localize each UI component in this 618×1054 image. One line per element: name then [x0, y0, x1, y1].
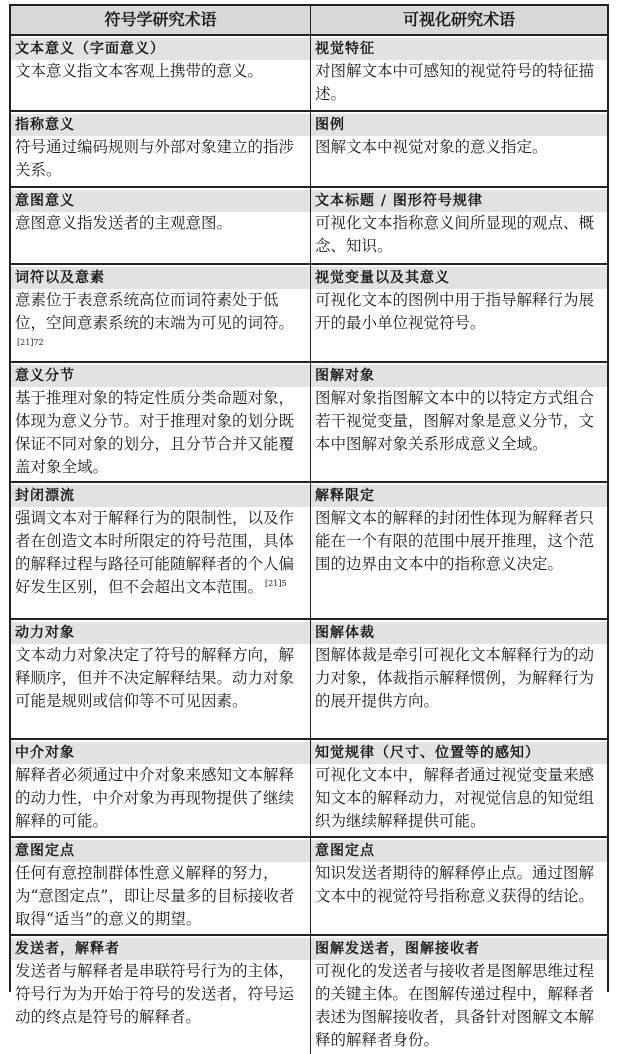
semiotics-definition-text: 意素位于表意系统高位而词符素处于低位，空间意素系统的末端为可见的词符。 — [15, 291, 295, 332]
visualization-definition: 可视化的发送者与接收者是图解思维过程的关键主体。在图解传递过程中，解释者表述为图解接收者，具备针对图解文本解释的解释者身份。 — [315, 962, 595, 1049]
table-row — [11, 188, 607, 265]
visualization-cell — [311, 188, 607, 263]
semiotics-cell — [11, 838, 311, 934]
visualization-definition: 图解体裁是牵引可视化文本解释行为的动力对象，体裁指示解释惯例，为解释行为的展开提供方向。 — [315, 646, 595, 710]
table-row — [11, 363, 607, 483]
semiotics-term: 中介对象 — [11, 742, 310, 764]
visualization-cell — [311, 363, 607, 481]
visualization-definition: 可视化文本的图例中用于指导解释行为展开的最小单位视觉符号。 — [315, 291, 595, 332]
table-row — [11, 740, 607, 838]
table-row — [11, 265, 607, 363]
visualization-cell — [311, 265, 607, 361]
table-row — [11, 936, 607, 1054]
header-semiotics: 符号学研究术语 — [11, 5, 311, 35]
citation-ref: [21]5 — [265, 579, 287, 588]
semiotics-definition: 基于推理对象的特定性质分类命题对象，体现为意义分节。对于推理对象的划分既保证不同对象的划分，且分节合并又能覆盖对象全域。 — [15, 389, 295, 476]
semiotics-definition-text: 强调文本对于解释行为的限制性，以及作者在创造文本时所限定的符号范围，具体的解释过程与路径可能随解释者的个人偏好发生区别，但不会超出文本范围。 — [15, 509, 295, 596]
semiotics-definition: 符号通过编码规则与外部对象建立的指涉关系。 — [15, 138, 295, 179]
semiotics-cell — [11, 36, 311, 110]
semiotics-term: 动力对象 — [11, 622, 310, 644]
visualization-term: 图解体裁 — [311, 622, 607, 644]
semiotics-cell — [11, 363, 311, 481]
semiotics-definition: 任何有意控制群体性意义解释的努力，为“意图定点”，即让尽量多的目标接收者取得“适当”的意义的期望。 — [15, 864, 295, 928]
visualization-definition: 对图解文本中可感知的视觉符号的特征描述。 — [315, 62, 595, 103]
visualization-cell — [311, 838, 607, 934]
semiotics-cell — [11, 265, 311, 361]
visualization-term: 视觉变量以及其意义 — [311, 267, 607, 289]
semiotics-term: 词符以及意素 — [11, 267, 310, 289]
visualization-definition: 图解文本的解释的封闭性体现为解释者只能在一个有限的范围中展开推理，这个范围的边界由文本中的指称意义决定。 — [315, 509, 595, 573]
semiotics-definition: 发送者与解释者是串联符号行为的主体，符号行为为开始于符号的发送者，符号运动的终点是符号的解释者。 — [15, 962, 295, 1026]
semiotics-cell — [11, 620, 311, 738]
visualization-term: 图解发送者，图解接收者 — [311, 938, 607, 960]
visualization-term: 图解对象 — [311, 365, 607, 387]
header-visualization: 可视化研究术语 — [402, 10, 515, 29]
visualization-term: 图例 — [311, 114, 607, 136]
comparison-table — [9, 4, 609, 1049]
visualization-cell — [311, 936, 607, 1054]
semiotics-term: 意图定点 — [11, 840, 310, 862]
semiotics-cell — [11, 740, 311, 836]
semiotics-cell — [11, 483, 311, 618]
citation-ref: [21]72 — [17, 338, 44, 347]
semiotics-term: 意图意义 — [11, 190, 310, 212]
table-row — [11, 620, 607, 740]
visualization-definition: 可视化文本指称意义间所显现的观点、概念、知识。 — [315, 214, 595, 255]
semiotics-term: 封闭漂流 — [11, 485, 310, 507]
semiotics-definition: 意图意义指发送者的主观意图。 — [15, 214, 233, 232]
semiotics-term: 文本意义（字面意义） — [11, 38, 310, 60]
visualization-definition: 可视化文本中，解释者通过视觉变量来感知文本的解释动力，对视觉信息的知觉组织为继续解释提供可能。 — [315, 766, 595, 830]
visualization-term: 意图定点 — [311, 840, 607, 862]
table-row — [11, 838, 607, 936]
semiotics-term: 意义分节 — [11, 365, 310, 387]
visualization-cell — [311, 112, 607, 186]
visualization-cell — [311, 740, 607, 836]
semiotics-term: 指称意义 — [11, 114, 310, 136]
visualization-definition: 图解文本中视觉对象的意义指定。 — [315, 138, 548, 156]
table-row — [11, 112, 607, 188]
semiotics-cell — [11, 112, 311, 186]
semiotics-definition: 解释者必须通过中介对象来感知文本解释的动力性，中介对象为再现物提供了继续解释的可能。 — [15, 766, 295, 830]
semiotics-definition: 文本意义指文本客观上携带的意义。 — [15, 62, 264, 80]
visualization-cell — [311, 483, 607, 618]
table-header-row — [11, 4, 607, 36]
visualization-definition: 知识发送者期待的解释停止点。通过图解文本中的视觉符号指称意义获得的结论。 — [315, 864, 595, 905]
visualization-term: 文本标题 / 图形符号规律 — [311, 190, 607, 212]
table-row — [11, 483, 607, 620]
semiotics-cell — [11, 188, 311, 263]
table-row — [11, 36, 607, 112]
visualization-definition: 图解对象指图解文本中的以特定方式组合若干视觉变量，图解对象是意义分节，文本中图解对象关系形成意义全域。 — [315, 389, 595, 453]
visualization-cell — [311, 36, 607, 110]
semiotics-definition: 文本动力对象决定了符号的解释方向，解释顺序，但并不决定解释结果。动力对象可能是规则或信仰等不可见因素。 — [15, 646, 295, 710]
visualization-term: 解释限定 — [311, 485, 607, 507]
semiotics-definition — [15, 289, 308, 358]
visualization-term: 知觉规律（尺寸、位置等的感知） — [311, 742, 607, 764]
semiotics-term: 发送者，解释者 — [11, 938, 310, 960]
semiotics-cell — [11, 936, 311, 1054]
visualization-cell — [311, 620, 607, 738]
visualization-term: 视觉特征 — [311, 38, 607, 60]
semiotics-definition — [15, 507, 308, 599]
